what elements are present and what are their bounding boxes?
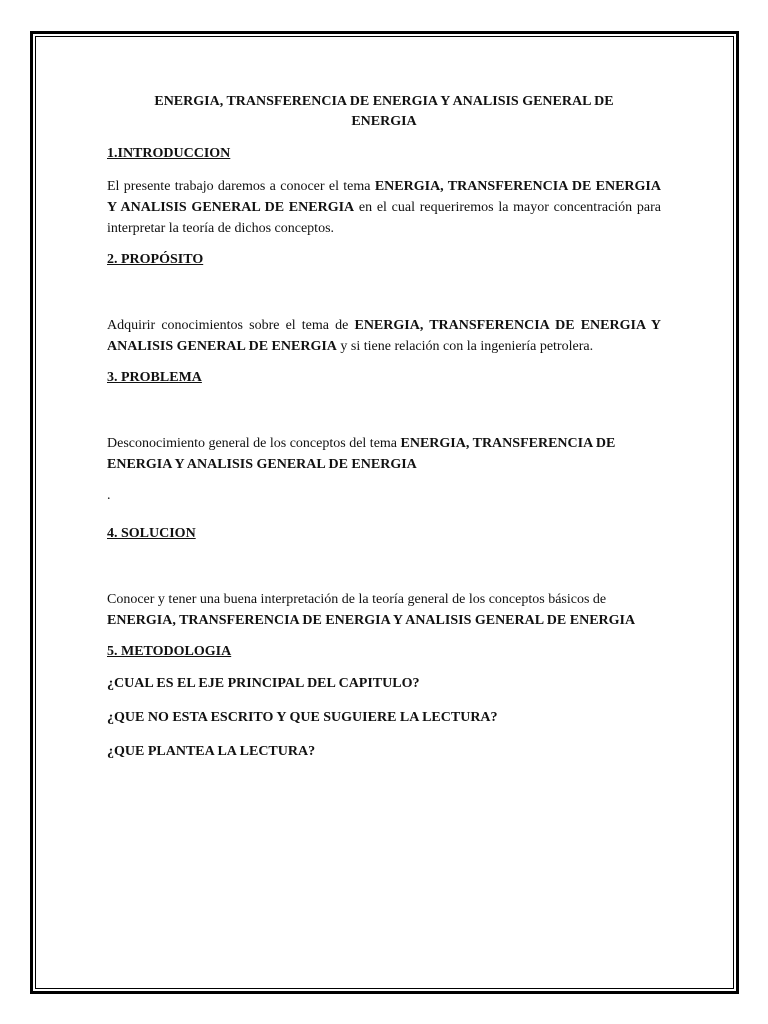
proposito-paragraph [107, 315, 661, 357]
problema-paragraph [107, 433, 661, 475]
section-heading-metodologia: 5. METODOLOGIA [107, 644, 232, 659]
proposito-text-start: Adquirir conocimientos sobre el tema de [107, 318, 355, 333]
spacer [107, 282, 661, 315]
solucion-text-start: Conocer y tener una buena interpretación de la teoría general de los conceptos básicos de [107, 592, 607, 607]
solucion-topic-bold: ENERGIA, TRANSFERENCIA DE ENERGIA Y ANALISIS GENERAL DE ENERGIA [107, 613, 636, 628]
intro-text-start: El presente trabajo daremos a conocer el tema [107, 179, 375, 194]
question-item: ¿QUE PLANTEA LA LECTURA? [107, 744, 316, 759]
section-heading-proposito: 2. PROPÓSITO [107, 252, 204, 267]
problema-text-start: Desconocimiento general de los conceptos del tema [107, 436, 401, 451]
intro-paragraph [107, 176, 661, 239]
intro-text-end: en el cual requeriremos la mayor concentración para interpretar la teoría de dichos conceptos. [107, 200, 661, 236]
trailing-dot: . [107, 488, 111, 503]
proposito-text-end: y si tiene relación con la ingeniería petrolera. [336, 339, 594, 354]
question-item: ¿QUE NO ESTA ESCRITO Y QUE SUGUIERE LA LECTURA? [107, 710, 498, 725]
problema-topic-bold: ENERGIA, TRANSFERENCIA DE ENERGIA Y ANALISIS GENERAL DE ENERGIA [107, 436, 616, 472]
intro-topic-bold: ENERGIA, TRANSFERENCIA DE ENERGIA Y ANALISIS GENERAL DE ENERGIA [107, 179, 661, 215]
document-body [107, 92, 661, 776]
section-heading-introduccion: 1.INTRODUCCION [107, 146, 231, 161]
spacer [107, 556, 661, 589]
document-title: ENERGIA, TRANSFERENCIA DE ENERGIA Y ANALISIS GENERAL DE ENERGIA [154, 94, 614, 129]
question-item: ¿CUAL ES EL EJE PRINCIPAL DEL CAPITULO? [107, 676, 420, 691]
proposito-topic-bold: ENERGIA, TRANSFERENCIA DE ENERGIA Y ANALISIS GENERAL DE ENERGIA [107, 318, 661, 354]
section-heading-problema: 3. PROBLEMA [107, 370, 202, 385]
section-heading-solucion: 4. SOLUCION [107, 526, 196, 541]
spacer [107, 400, 661, 433]
solucion-paragraph [107, 589, 661, 631]
